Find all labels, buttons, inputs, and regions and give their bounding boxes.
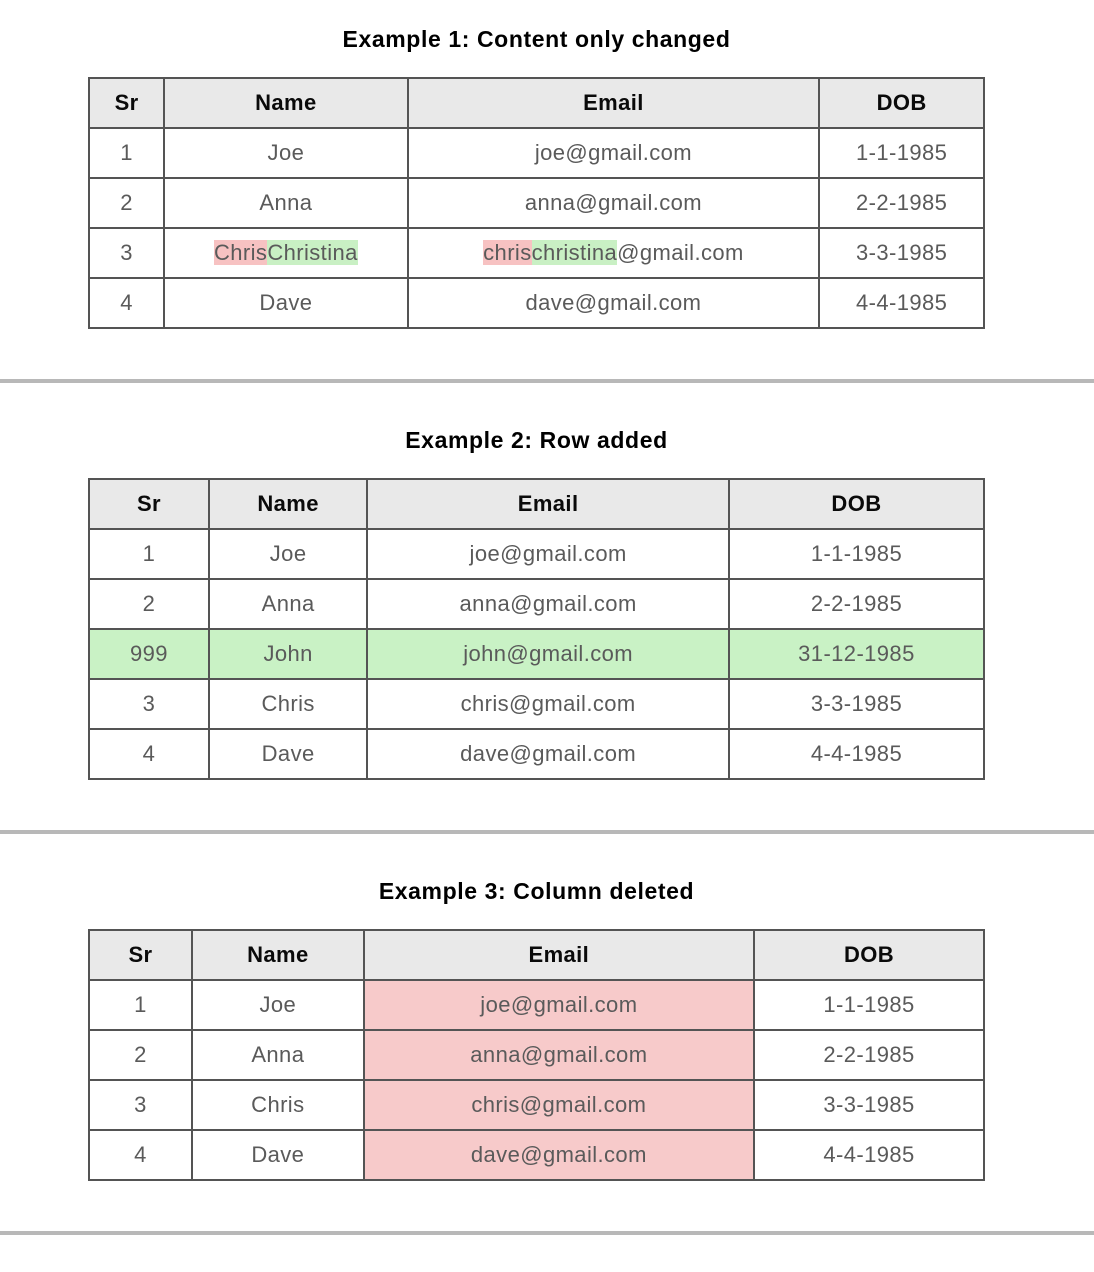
inserted-text: christina — [531, 240, 618, 265]
table-cell: 1-1-1985 — [819, 128, 984, 178]
table-row — [89, 1130, 984, 1180]
table-cell: 3-3-1985 — [729, 679, 984, 729]
table-cell: 1 — [89, 529, 209, 579]
table-row — [89, 980, 984, 1030]
section-title: Example 1: Content only changed — [342, 26, 731, 52]
table-row — [89, 1080, 984, 1130]
table-cell: 1 — [89, 980, 192, 1030]
table-cell: 4-4-1985 — [754, 1130, 984, 1180]
table-cell: Anna — [164, 178, 407, 228]
table-cell: 4 — [89, 1130, 192, 1180]
diff-table-row-added — [88, 478, 985, 780]
table-cell: 2 — [89, 1030, 192, 1080]
table-cell — [408, 228, 820, 278]
column-header-name: Name — [209, 479, 367, 529]
deleted-text: Chris — [214, 240, 268, 265]
column-header-dob: DOB — [819, 78, 984, 128]
column-header-sr: Sr — [89, 78, 164, 128]
table-cell: 3 — [89, 679, 209, 729]
section-example-3 — [88, 834, 985, 1231]
table-cell: 1-1-1985 — [754, 980, 984, 1030]
table-cell: dave@gmail.com — [408, 278, 820, 328]
table-cell: Chris — [192, 1080, 364, 1130]
table-cell: joe@gmail.com — [367, 529, 729, 579]
page-content — [88, 383, 985, 830]
table-cell: 2-2-1985 — [819, 178, 984, 228]
added-row — [89, 629, 984, 679]
section-title: Example 3: Column deleted — [378, 878, 695, 904]
table-row — [89, 128, 984, 178]
table-cell: 4-4-1985 — [819, 278, 984, 328]
table-cell: 2 — [89, 178, 164, 228]
table-cell: Dave — [209, 729, 367, 779]
table-cell: 2-2-1985 — [754, 1030, 984, 1080]
column-header-dob: DOB — [729, 479, 984, 529]
column-header-email: Email — [408, 78, 820, 128]
table-cell — [164, 228, 407, 278]
table-cell: anna@gmail.com — [364, 1030, 754, 1080]
table-row — [89, 278, 984, 328]
column-header-email: Email — [364, 930, 754, 980]
table-cell: 2-2-1985 — [729, 579, 984, 629]
table-row — [89, 679, 984, 729]
table-cell: 4 — [89, 278, 164, 328]
table-cell: dave@gmail.com — [367, 729, 729, 779]
table-cell: 1 — [89, 128, 164, 178]
table-row — [89, 178, 984, 228]
table-cell: Dave — [164, 278, 407, 328]
table-header-row — [89, 78, 984, 128]
table-cell: Joe — [164, 128, 407, 178]
section-example-1 — [88, 0, 985, 379]
table-cell: Dave — [192, 1130, 364, 1180]
table-cell: 3 — [89, 228, 164, 278]
deleted-text: chris — [483, 240, 532, 265]
diff-table-column-deleted — [88, 929, 985, 1181]
table-row — [89, 228, 984, 278]
table-cell: john@gmail.com — [367, 629, 729, 679]
table-cell: Anna — [209, 579, 367, 629]
table-cell: anna@gmail.com — [367, 579, 729, 629]
table-cell: 31-12-1985 — [729, 629, 984, 679]
table-cell: 2 — [89, 579, 209, 629]
table-header-row — [89, 930, 984, 980]
table-cell: 1-1-1985 — [729, 529, 984, 579]
plain-text: @gmail.com — [617, 240, 744, 265]
table-cell: 3-3-1985 — [754, 1080, 984, 1130]
section-title: Example 2: Row added — [405, 427, 668, 453]
table-cell: 3-3-1985 — [819, 228, 984, 278]
table-row — [89, 1030, 984, 1080]
page-content — [88, 0, 985, 379]
table-cell: 999 — [89, 629, 209, 679]
column-header-name: Name — [192, 930, 364, 980]
bottom-spacer — [0, 1235, 1094, 1257]
table-cell: Anna — [192, 1030, 364, 1080]
column-header-name: Name — [164, 78, 407, 128]
table-cell: Joe — [209, 529, 367, 579]
table-cell: Joe — [192, 980, 364, 1030]
column-header-email: Email — [367, 479, 729, 529]
column-header-sr: Sr — [89, 479, 209, 529]
table-row — [89, 729, 984, 779]
section-example-2 — [88, 383, 985, 830]
table-cell: chris@gmail.com — [364, 1080, 754, 1130]
table-cell: chris@gmail.com — [367, 679, 729, 729]
table-cell: joe@gmail.com — [408, 128, 820, 178]
diff-table-content-changed — [88, 77, 985, 329]
table-cell: John — [209, 629, 367, 679]
table-cell: 4-4-1985 — [729, 729, 984, 779]
table-cell: 3 — [89, 1080, 192, 1130]
column-header-dob: DOB — [754, 930, 984, 980]
inserted-text: Christina — [267, 240, 358, 265]
table-row — [89, 579, 984, 629]
table-cell: anna@gmail.com — [408, 178, 820, 228]
table-cell: joe@gmail.com — [364, 980, 754, 1030]
column-header-sr: Sr — [89, 930, 192, 980]
table-row — [89, 529, 984, 579]
page-content — [88, 834, 985, 1231]
table-cell: Chris — [209, 679, 367, 729]
table-header-row — [89, 479, 984, 529]
table-cell: 4 — [89, 729, 209, 779]
table-cell: dave@gmail.com — [364, 1130, 754, 1180]
